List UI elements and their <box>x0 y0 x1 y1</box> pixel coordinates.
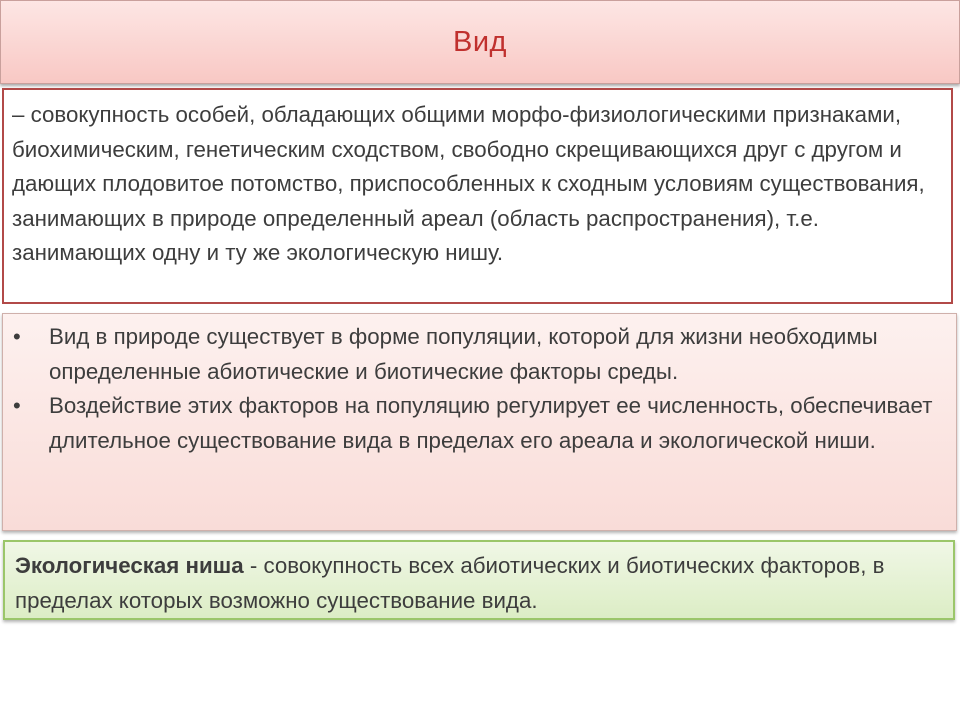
niche-definition-text: - совокупность всех абиотических и биотических факторов, в пределах которых возможно существование вида. <box>15 553 885 613</box>
bullet-dot-icon: • <box>13 324 21 349</box>
definition-box <box>2 88 953 304</box>
niche-definition-box <box>3 540 955 620</box>
bullet-item <box>9 320 946 389</box>
bullet-text: Вид в природе существует в форме популяции, которой для жизни необходимы определенные абиотические и биотические факторы среды. <box>49 324 878 384</box>
bullet-list <box>9 320 946 458</box>
bullet-item <box>9 389 946 458</box>
bullet-dot-icon: • <box>13 393 21 419</box>
bullets-box <box>2 313 957 531</box>
title-banner <box>0 0 960 84</box>
niche-term: Экологическая ниша <box>15 553 244 578</box>
bullet-text: Воздействие этих факторов на популяцию регулирует ее численность, обеспечивает длительное существование вида в пределах его ареала и экологической ниши. <box>49 393 933 453</box>
slide-title: Вид <box>453 25 507 58</box>
definition-text: – совокупность особей, обладающих общими морфо-физиологическими признаками, биохимическим, генетическим сходством, свободно скрещивающихся друг с другом и дающих плодовитое потомство, приспособленных к сходным условиям существования, занимающих в природе определенный ареал (область распространения), т.е. занимающих одну и ту же экологическую нишу. <box>12 102 925 266</box>
